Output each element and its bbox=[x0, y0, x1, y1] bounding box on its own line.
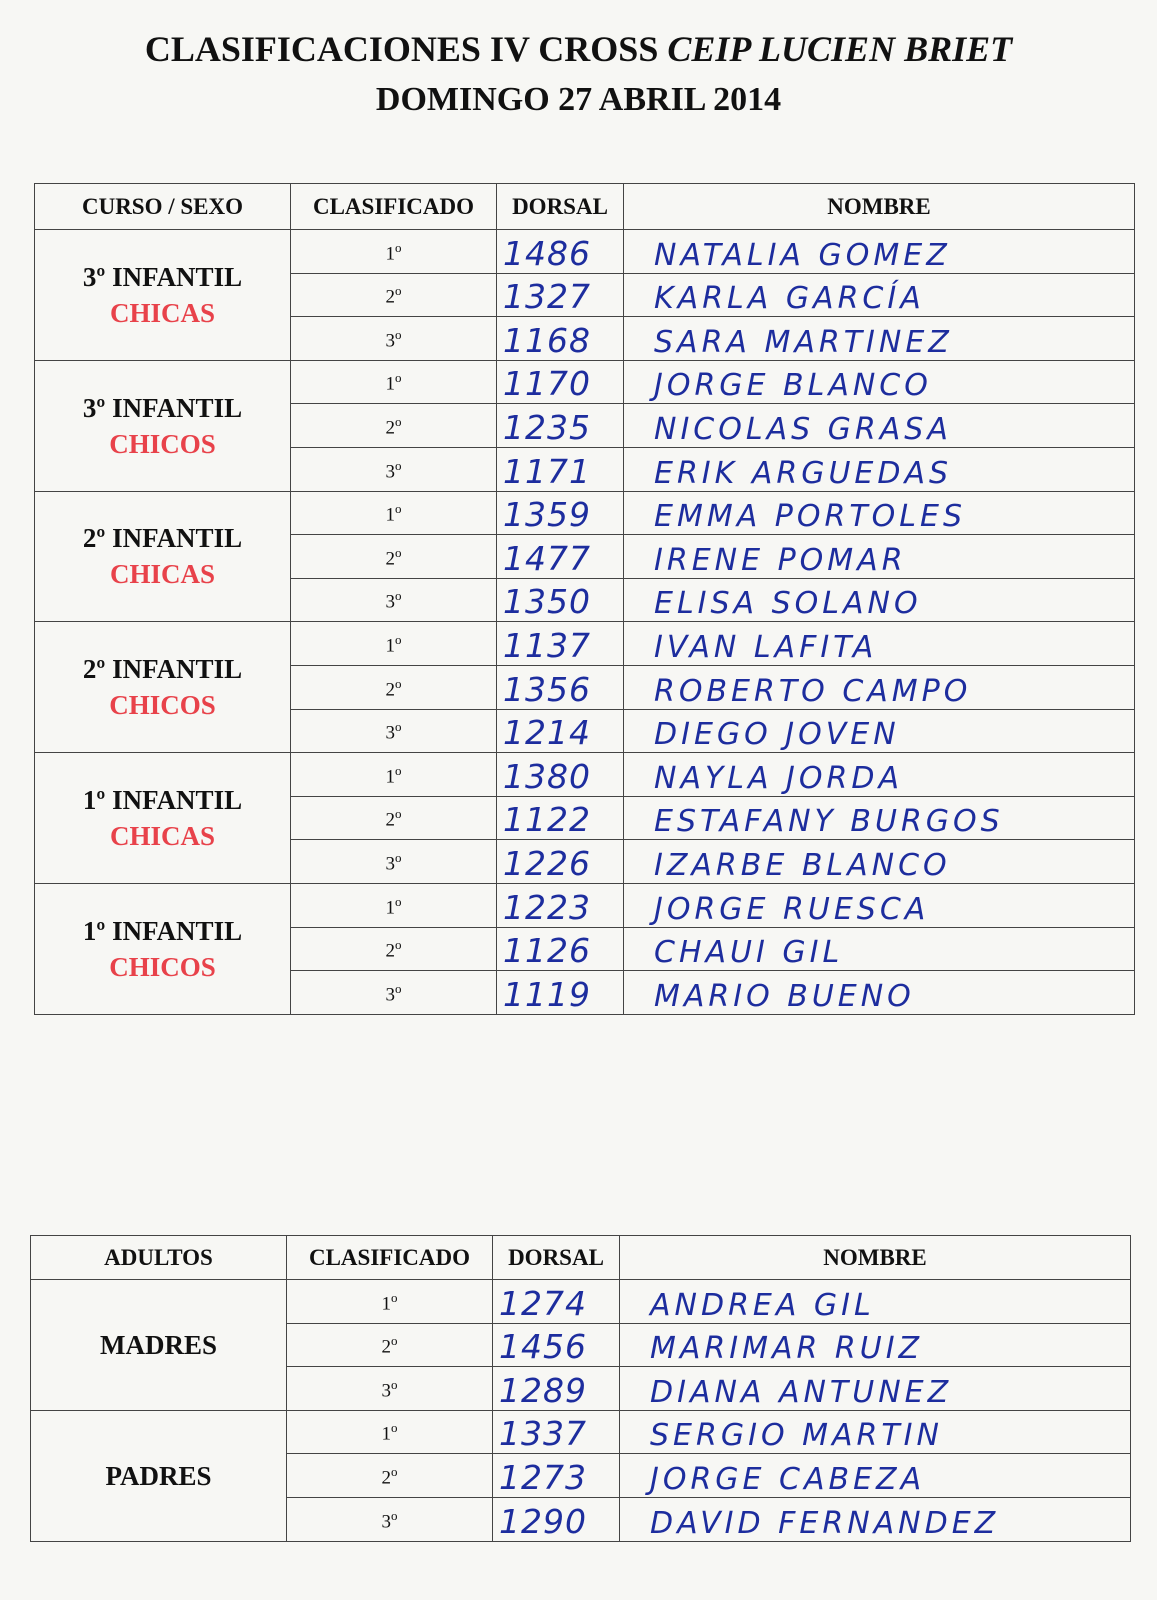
position-cell bbox=[291, 840, 497, 884]
position-cell bbox=[287, 1280, 493, 1324]
dorsal-cell: 1350 bbox=[497, 578, 624, 622]
nombre-cell: NICOLAS GRASA bbox=[624, 404, 1135, 448]
position-number: 3 bbox=[381, 1510, 391, 1532]
position-number: 3 bbox=[385, 984, 395, 1006]
page-title: CLASIFICACIONES IV CROSS CEIP LUCIEN BRIET bbox=[144, 29, 1013, 69]
position-number: 1 bbox=[381, 1423, 391, 1445]
category-curso: MADRES bbox=[99, 1329, 217, 1360]
category-cell bbox=[35, 753, 291, 884]
position-number: 2 bbox=[381, 1336, 391, 1358]
ordinal-mark: o bbox=[395, 937, 402, 953]
table-row bbox=[35, 230, 1135, 274]
position-cell bbox=[291, 404, 497, 448]
header-clasificado: CLASIFICADO bbox=[287, 1236, 493, 1280]
nombre-cell: SARA MARTINEZ bbox=[624, 317, 1135, 361]
category-sexo: CHICAS bbox=[109, 821, 216, 852]
nombre-cell: EMMA PORTOLES bbox=[624, 491, 1135, 535]
dorsal-cell: 1290 bbox=[493, 1497, 620, 1541]
position-cell bbox=[291, 230, 497, 274]
table-row bbox=[35, 360, 1135, 404]
nombre-cell: DAVID FERNANDEZ bbox=[620, 1497, 1131, 1541]
nombre-cell: SERGIO MARTIN bbox=[620, 1410, 1131, 1454]
nombre-cell: IZARBE BLANCO bbox=[624, 840, 1135, 884]
position-cell bbox=[291, 491, 497, 535]
position-cell bbox=[287, 1497, 493, 1541]
dorsal-cell: 1226 bbox=[497, 840, 624, 884]
header-dorsal: DORSAL bbox=[493, 1236, 620, 1280]
nombre-cell: IRENE POMAR bbox=[624, 535, 1135, 579]
ordinal-mark: o bbox=[391, 1376, 398, 1392]
ordinal-mark: o bbox=[395, 675, 402, 691]
nombre-cell: JORGE BLANCO bbox=[624, 360, 1135, 404]
nombre-cell: JORGE RUESCA bbox=[624, 883, 1135, 927]
results-table-adultos bbox=[30, 1235, 1131, 1542]
table-row bbox=[35, 491, 1135, 535]
dorsal-cell: 1223 bbox=[497, 883, 624, 927]
dorsal-cell: 1486 bbox=[497, 230, 624, 274]
position-number: 2 bbox=[385, 417, 395, 439]
nombre-cell: ELISA SOLANO bbox=[624, 578, 1135, 622]
ordinal-mark: o bbox=[395, 544, 402, 560]
ordinal-mark: o bbox=[395, 762, 402, 778]
header-curso-sexo: CURSO / SEXO bbox=[35, 184, 291, 230]
position-number: 1 bbox=[385, 766, 395, 788]
nombre-cell: ESTAFANY BURGOS bbox=[624, 796, 1135, 840]
category-curso: 2º INFANTIL bbox=[82, 654, 243, 685]
position-cell bbox=[287, 1454, 493, 1498]
dorsal-cell: 1119 bbox=[497, 971, 624, 1015]
dorsal-cell: 1337 bbox=[493, 1410, 620, 1454]
category-sexo: CHICOS bbox=[109, 428, 216, 459]
category-cell bbox=[35, 230, 291, 361]
table-row bbox=[35, 622, 1135, 666]
position-number: 1 bbox=[385, 242, 395, 264]
ordinal-mark: o bbox=[395, 588, 402, 604]
nombre-cell: NATALIA GOMEZ bbox=[624, 230, 1135, 274]
position-number: 2 bbox=[385, 286, 395, 308]
category-cell bbox=[35, 883, 291, 1014]
position-number: 1 bbox=[385, 896, 395, 918]
category-curso: 3º INFANTIL bbox=[82, 261, 243, 292]
nombre-cell: ERIK ARGUEDAS bbox=[624, 447, 1135, 491]
ordinal-mark: o bbox=[395, 239, 402, 255]
nombre-cell: IVAN LAFITA bbox=[624, 622, 1135, 666]
category-sexo: CHICOS bbox=[109, 690, 216, 721]
ordinal-mark: o bbox=[395, 631, 402, 647]
category-curso: 1º INFANTIL bbox=[82, 915, 243, 946]
position-number: 3 bbox=[385, 591, 395, 613]
ordinal-mark: o bbox=[395, 326, 402, 342]
nombre-cell: DIEGO JOVEN bbox=[624, 709, 1135, 753]
dorsal-cell: 1380 bbox=[497, 753, 624, 797]
position-number: 1 bbox=[381, 1292, 391, 1314]
ordinal-mark: o bbox=[391, 1507, 398, 1523]
nombre-cell: DIANA ANTUNEZ bbox=[620, 1367, 1131, 1411]
header-clasificado: CLASIFICADO bbox=[291, 184, 497, 230]
position-cell bbox=[291, 535, 497, 579]
position-number: 3 bbox=[381, 1380, 391, 1402]
category-sexo: CHICAS bbox=[109, 559, 216, 590]
position-number: 1 bbox=[385, 504, 395, 526]
category-cell bbox=[31, 1410, 287, 1541]
position-cell bbox=[291, 883, 497, 927]
header-nombre: NOMBRE bbox=[624, 184, 1135, 230]
position-cell bbox=[291, 665, 497, 709]
ordinal-mark: o bbox=[391, 1333, 398, 1349]
dorsal-cell: 1168 bbox=[497, 317, 624, 361]
position-number: 3 bbox=[385, 460, 395, 482]
category-curso: 3º INFANTIL bbox=[82, 392, 243, 423]
nombre-cell: JORGE CABEZA bbox=[620, 1454, 1131, 1498]
nombre-cell: MARIO BUENO bbox=[624, 971, 1135, 1015]
header-adultos: ADULTOS bbox=[31, 1236, 287, 1280]
position-cell bbox=[291, 927, 497, 971]
results-table-infantil bbox=[34, 183, 1135, 1015]
ordinal-mark: o bbox=[395, 501, 402, 517]
nombre-cell: CHAUI GIL bbox=[624, 927, 1135, 971]
header-dorsal: DORSAL bbox=[497, 184, 624, 230]
position-number: 1 bbox=[385, 635, 395, 657]
table-row bbox=[31, 1280, 1131, 1324]
position-cell bbox=[287, 1410, 493, 1454]
nombre-cell: ANDREA GIL bbox=[620, 1280, 1131, 1324]
nombre-cell: KARLA GARCÍA bbox=[624, 273, 1135, 317]
dorsal-cell: 1356 bbox=[497, 665, 624, 709]
position-cell bbox=[287, 1323, 493, 1367]
position-cell bbox=[291, 709, 497, 753]
dorsal-cell: 1359 bbox=[497, 491, 624, 535]
position-number: 2 bbox=[385, 940, 395, 962]
position-number: 1 bbox=[385, 373, 395, 395]
dorsal-cell: 1327 bbox=[497, 273, 624, 317]
category-cell bbox=[35, 491, 291, 622]
header-nombre: NOMBRE bbox=[620, 1236, 1131, 1280]
nombre-cell: ROBERTO CAMPO bbox=[624, 665, 1135, 709]
position-cell bbox=[291, 578, 497, 622]
ordinal-mark: o bbox=[395, 980, 402, 996]
ordinal-mark: o bbox=[391, 1289, 398, 1305]
category-curso: PADRES bbox=[105, 1460, 212, 1491]
table-row bbox=[31, 1410, 1131, 1454]
nombre-cell: NAYLA JORDA bbox=[624, 753, 1135, 797]
dorsal-cell: 1214 bbox=[497, 709, 624, 753]
position-cell bbox=[291, 622, 497, 666]
position-cell bbox=[291, 447, 497, 491]
category-cell bbox=[35, 622, 291, 753]
ordinal-mark: o bbox=[395, 849, 402, 865]
dorsal-cell: 1137 bbox=[497, 622, 624, 666]
dorsal-cell: 1126 bbox=[497, 927, 624, 971]
ordinal-mark: o bbox=[395, 893, 402, 909]
ordinal-mark: o bbox=[395, 370, 402, 386]
dorsal-cell: 1289 bbox=[493, 1367, 620, 1411]
position-number: 2 bbox=[385, 678, 395, 700]
table-row bbox=[35, 753, 1135, 797]
category-curso: 1º INFANTIL bbox=[82, 785, 243, 816]
position-cell bbox=[287, 1367, 493, 1411]
dorsal-cell: 1274 bbox=[493, 1280, 620, 1324]
ordinal-mark: o bbox=[391, 1420, 398, 1436]
category-sexo: CHICOS bbox=[109, 951, 216, 982]
position-number: 2 bbox=[385, 809, 395, 831]
category-sexo: CHICAS bbox=[109, 297, 216, 328]
position-cell bbox=[291, 753, 497, 797]
ordinal-mark: o bbox=[395, 414, 402, 429]
dorsal-cell: 1122 bbox=[497, 796, 624, 840]
page-subtitle: DOMINGO 27 ABRIL 2014 bbox=[375, 81, 782, 118]
category-cell bbox=[35, 360, 291, 491]
position-cell bbox=[291, 317, 497, 361]
ordinal-mark: o bbox=[395, 457, 402, 473]
category-curso: 2º INFANTIL bbox=[82, 523, 243, 554]
position-number: 3 bbox=[385, 853, 395, 875]
ordinal-mark: o bbox=[395, 806, 402, 822]
ordinal-mark: o bbox=[391, 1464, 398, 1479]
dorsal-cell: 1235 bbox=[497, 404, 624, 448]
ordinal-mark: o bbox=[395, 283, 402, 299]
dorsal-cell: 1171 bbox=[497, 447, 624, 491]
dorsal-cell: 1456 bbox=[493, 1323, 620, 1367]
position-cell bbox=[291, 971, 497, 1015]
position-cell bbox=[291, 360, 497, 404]
position-number: 2 bbox=[385, 548, 395, 570]
category-cell bbox=[31, 1280, 287, 1411]
position-number: 3 bbox=[385, 330, 395, 352]
position-cell bbox=[291, 796, 497, 840]
ordinal-mark: o bbox=[395, 719, 402, 735]
dorsal-cell: 1477 bbox=[497, 535, 624, 579]
dorsal-cell: 1273 bbox=[493, 1454, 620, 1498]
table-row bbox=[35, 883, 1135, 927]
position-number: 3 bbox=[385, 722, 395, 744]
position-cell bbox=[291, 273, 497, 317]
dorsal-cell: 1170 bbox=[497, 360, 624, 404]
nombre-cell: MARIMAR RUIZ bbox=[620, 1323, 1131, 1367]
position-number: 2 bbox=[381, 1467, 391, 1489]
